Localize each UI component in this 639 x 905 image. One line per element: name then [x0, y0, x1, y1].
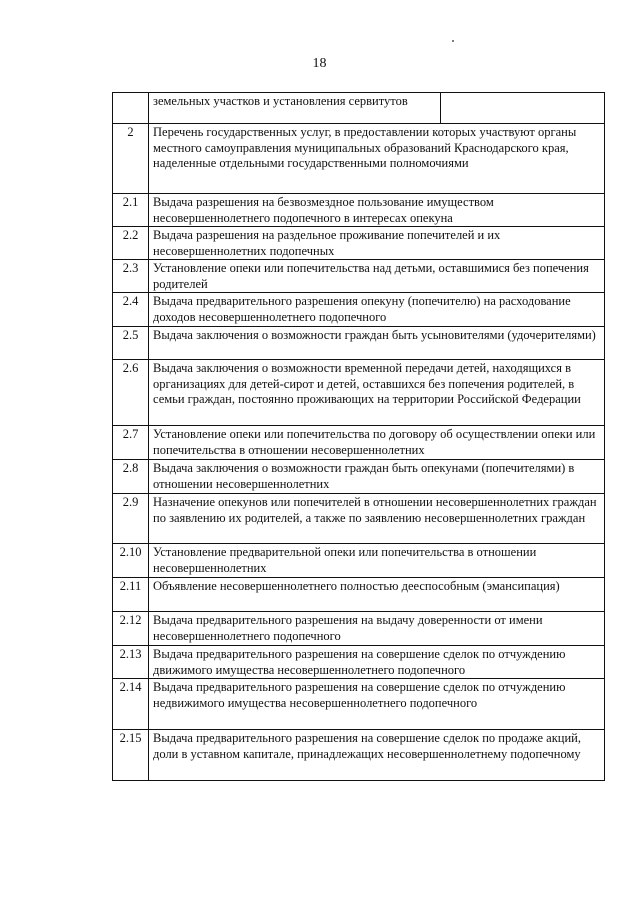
table-row — [113, 260, 605, 293]
row-text: Установление опеки или попечительства над детьми, оставшимися без попечения родителей — [149, 260, 605, 292]
row-number: 2.1 — [113, 194, 149, 226]
table-row — [113, 612, 605, 646]
table-row — [113, 426, 605, 460]
row-text: земельных участков и установления сервитутов — [149, 93, 441, 123]
row-text: Выдача заключения о возможности временной передачи детей, находящихся в организациях для детей-сирот и детей, оставшихся без попечения родителей, в семьи граждан, постоянно проживающих на территории Российской Федерации — [149, 360, 605, 425]
table-row — [113, 730, 605, 781]
row-number: 2.2 — [113, 227, 149, 259]
table-row — [113, 194, 605, 227]
table-row — [113, 327, 605, 360]
row-number: 2.7 — [113, 426, 149, 459]
row-number: 2.12 — [113, 612, 149, 645]
page-number: 18 — [312, 56, 327, 71]
row-number: 2.6 — [113, 360, 149, 425]
table-row — [113, 578, 605, 612]
row-text: Выдача предварительного разрешения на совершение сделок по отчуждению движимого имущества несовершеннолетнего подопечного — [149, 646, 605, 678]
table-row — [113, 460, 605, 494]
row-number: 2.9 — [113, 494, 149, 543]
row-number: 2.10 — [113, 544, 149, 577]
row-text: Выдача предварительного разрешения на совершение сделок по продаже акций, доли в уставном капитале, принадлежащих несовершеннолетнему подопечному — [149, 730, 605, 780]
table-row — [113, 360, 605, 426]
row-number: 2.13 — [113, 646, 149, 678]
row-text: Объявление несовершеннолетнего полностью дееспособным (эмансипация) — [149, 578, 605, 611]
row-text: Установление опеки или попечительства по договору об осуществлении опеки или попечительства в отношении несовершеннолетних — [149, 426, 605, 459]
row-text: Перечень государственных услуг, в предоставлении которых участвуют органы местного самоуправления муниципальных образований Краснодарского края, наделенные отдельными государственными полномочиями — [149, 124, 605, 193]
row-text: Назначение опекунов или попечителей в отношении несовершеннолетних граждан по заявлению их родителей, а также по заявлению несовершеннолетних граждан — [149, 494, 605, 543]
table-row — [113, 646, 605, 679]
table-row — [113, 494, 605, 544]
table-row — [113, 679, 605, 730]
row-number: 2.14 — [113, 679, 149, 729]
row-text: Выдача предварительного разрешения на выдачу доверенности от имени несовершеннолетнего подопечного — [149, 612, 605, 645]
row-number: 2 — [113, 124, 149, 193]
table-row — [113, 93, 605, 124]
row-text: Выдача предварительного разрешения на совершение сделок по отчуждению недвижимого имущества несовершеннолетнего подопечного — [149, 679, 605, 729]
row-number — [113, 93, 149, 123]
scan-speck — [452, 40, 454, 42]
row-text: Выдача разрешения на раздельное проживание попечителей и их несовершеннолетних подопечных — [149, 227, 605, 259]
services-table — [112, 92, 605, 781]
row-text: Выдача заключения о возможности граждан быть усыновителями (удочерителями) — [149, 327, 605, 359]
row-text: Выдача заключения о возможности граждан быть опекунами (попечителями) в отношении несовершеннолетних — [149, 460, 605, 493]
row-text: Выдача разрешения на безвозмездное пользование имуществом несовершеннолетнего подопечного в интересах опекуна — [149, 194, 605, 226]
table-row — [113, 227, 605, 260]
row-number: 2.15 — [113, 730, 149, 780]
table-row — [113, 124, 605, 194]
row-number: 2.5 — [113, 327, 149, 359]
row-number: 2.3 — [113, 260, 149, 292]
row-number: 2.8 — [113, 460, 149, 493]
empty-cell — [441, 93, 605, 123]
row-number: 2.11 — [113, 578, 149, 611]
row-text: Выдача предварительного разрешения опекуну (попечителю) на расходование доходов несовершеннолетнего подопечного — [149, 293, 605, 326]
table-row — [113, 293, 605, 327]
table-row — [113, 544, 605, 578]
row-number: 2.4 — [113, 293, 149, 326]
row-text: Установление предварительной опеки или попечительства в отношении несовершеннолетних — [149, 544, 605, 577]
